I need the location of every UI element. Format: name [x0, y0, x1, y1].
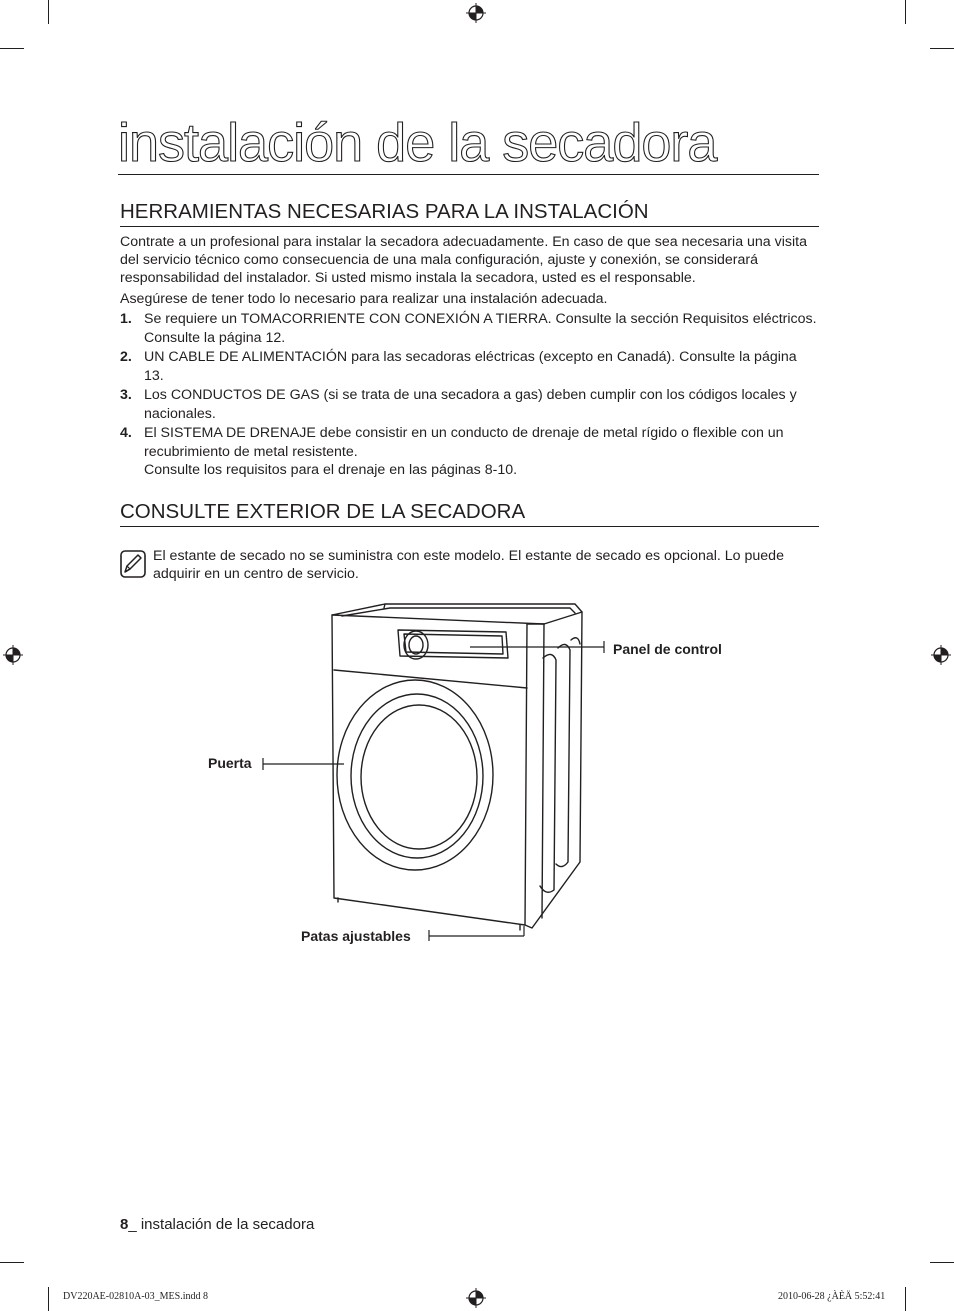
label-control-panel: Panel de control [613, 641, 722, 657]
registration-mark-icon [3, 645, 23, 665]
section-heading-exterior: CONSULTE EXTERIOR DE LA SECADORA [120, 500, 819, 527]
list-text: UN CABLE DE ALIMENTACIÓN para las secadoras eléctricas (excepto en Canadá). Consulte la página 13. [144, 349, 797, 384]
list-text: Los CONDUCTOS DE GAS (si se trata de una secadora a gas) deben cumplir con los códigos locales y nacionales. [144, 387, 797, 422]
registration-mark-icon [931, 645, 951, 665]
list-text: Se requiere un TOMACORRIENTE CON CONEXIÓN A TIERRA. Consulte la sección Requisitos eléctricos. Consulte la página 12. [144, 311, 817, 346]
list-number: 3. [120, 387, 132, 403]
intro-paragraph: Contrate a un profesional para instalar la secadora adecuadamente. En caso de que sea necesaria una visita del servicio técnico como consecuencia de una mala configuración, ajuste y conexión, se considerará responsabilidad del instalador. Si usted mismo instala la secadora, usted es el responsable. [120, 234, 807, 286]
registration-mark-icon [466, 1288, 486, 1308]
registration-mark-icon [466, 3, 486, 23]
intro-paragraph: Asegúrese de tener todo lo necesario para realizar una instalación adecuada. [120, 291, 608, 307]
callout-leader-control [470, 640, 610, 652]
label-door: Puerta [208, 755, 252, 771]
crop-mark [0, 48, 24, 49]
print-slug-timestamp: 2010-06-28 ¿ÀÈÄ 5:52:41 [778, 1291, 886, 1302]
list-number: 2. [120, 349, 132, 365]
list-number: 1. [120, 311, 132, 327]
print-slug-file: DV220AE-02810A-03_MES.indd 8 [63, 1291, 208, 1302]
list-item [120, 348, 820, 385]
crop-mark [905, 0, 906, 24]
callout-leader-door [262, 757, 346, 771]
callout-leader-feet [428, 924, 528, 942]
crop-mark [48, 1287, 49, 1311]
page-title: instalación de la secadora [118, 112, 819, 175]
note-text: El estante de secado no se suministra con este modelo. El estante de secado es opcional. Lo puede adquirir en un centro de servicio. [153, 548, 784, 582]
list-item [120, 424, 820, 480]
tools-list [120, 310, 820, 481]
crop-mark [48, 0, 49, 24]
crop-mark [0, 1262, 24, 1263]
list-item [120, 386, 820, 423]
list-text: El SISTEMA DE DRENAJE debe consistir en un conducto de drenaje de metal rígido o flexible con un recubrimiento de metal resistente. [144, 425, 784, 460]
crop-mark [930, 48, 954, 49]
list-text-extra: Consulte los requisitos para el drenaje en las páginas 8-10. [144, 462, 518, 478]
list-item [120, 310, 820, 347]
intro-text [120, 233, 820, 308]
list-number: 4. [120, 425, 132, 441]
page-footer [120, 1216, 314, 1233]
label-adjustable-feet: Patas ajustables [301, 928, 411, 944]
page-number: 8 [120, 1216, 129, 1233]
running-title: _ instalación de la secadora [128, 1216, 315, 1233]
crop-mark [930, 1262, 954, 1263]
note-pencil-icon [120, 550, 146, 578]
crop-mark [905, 1287, 906, 1311]
section-heading-tools: HERRAMIENTAS NECESARIAS PARA LA INSTALACIÓN [120, 200, 819, 227]
